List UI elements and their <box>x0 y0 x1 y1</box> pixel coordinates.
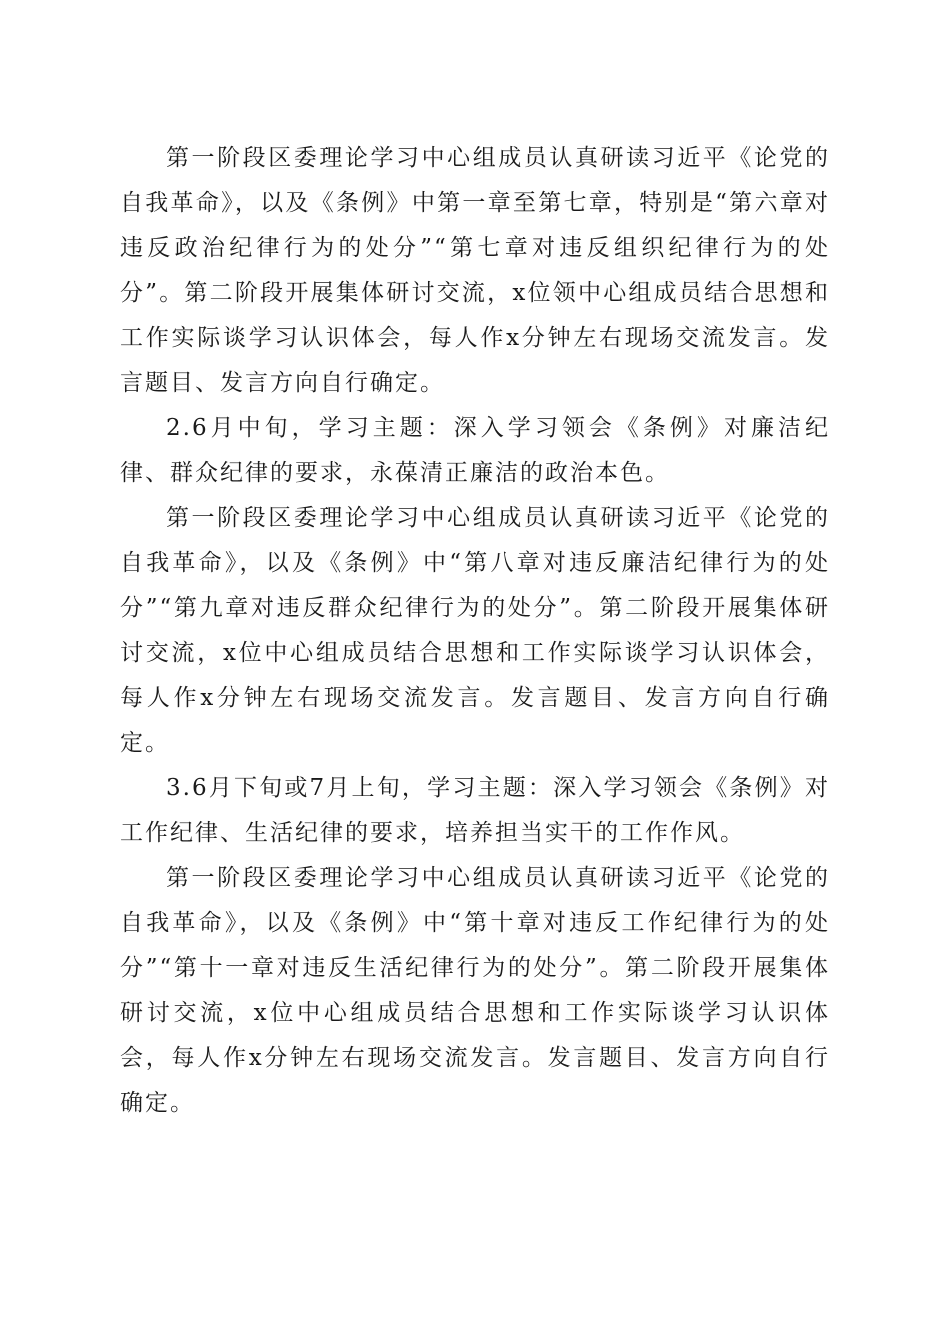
paragraph-item-3-late-june: 3.6月下旬或7月上旬，学习主题：深入学习领会《条例》对工作纪律、生活纪律的要求，培养担当实干的工作作风。 <box>120 775 830 846</box>
paragraph-stage-one-chapters-8-9: 第一阶段区委理论学习中心组成员认真研读习近平《论党的自我革命》，以及《条例》中“第八章对违反廉洁纪律行为的处分”“第九章对违反群众纪律行为的处分”。第二阶段开展集体研讨交流，x位中心组成员结合思想和工作实际谈学习认识体会，每人作x分钟左右现场交流发言。发言题目、发言方向自行确定。 <box>120 505 830 756</box>
paragraph-stage-one-chapters-10-11: 第一阶段区委理论学习中心组成员认真研读习近平《论党的自我革命》，以及《条例》中“第十章对违反工作纪律行为的处分”“第十一章对违反生活纪律行为的处分”。第二阶段开展集体研讨交流，x位中心组成员结合思想和工作实际谈学习认识体会，每人作x分钟左右现场交流发言。发言题目、发言方向自行确定。 <box>120 865 830 1116</box>
paragraph-item-2-mid-june: 2.6月中旬，学习主题：深入学习领会《条例》对廉洁纪律、群众纪律的要求，永葆清正廉洁的政治本色。 <box>120 415 830 486</box>
document-body <box>120 136 830 1126</box>
paragraph-stage-one-chapters-1-7: 第一阶段区委理论学习中心组成员认真研读习近平《论党的自我革命》，以及《条例》中第一章至第七章，特别是“第六章对违反政治纪律行为的处分”“第七章对违反组织纪律行为的处分”。第二阶段开展集体研讨交流，x位领中心组成员结合思想和工作实际谈学习认识体会，每人作x分钟左右现场交流发言。发言题目、发言方向自行确定。 <box>120 145 830 396</box>
